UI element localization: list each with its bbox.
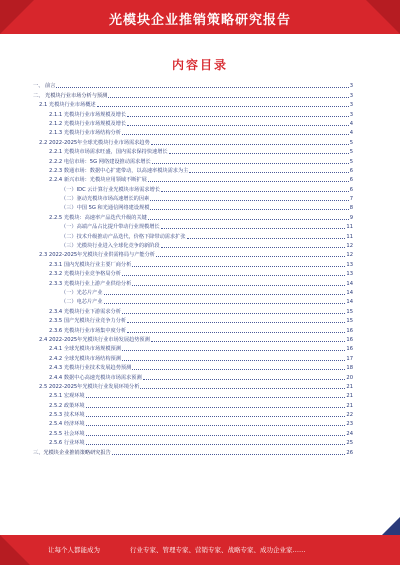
toc-leader-dots (156, 256, 345, 257)
toc-leader-dots (86, 425, 346, 426)
toc-entry-page: 14 (346, 289, 353, 296)
toc-entry[interactable] (33, 240, 353, 249)
toc-entry-title: 2.1.3 光模块行业市场结构分析 (49, 130, 121, 137)
toc-entry-page: 26 (346, 449, 353, 456)
toc-leader-dots (127, 322, 345, 323)
toc-leader-dots (104, 303, 346, 304)
toc-entry-title: （二）技术升级推动产品迭代，价格下降带动需求扩张 (61, 233, 186, 240)
toc-entry-page: 21 (346, 383, 353, 390)
toc-entry-title: 2.2.5 光模块：高速率产品迭代升级的关键 (49, 214, 147, 221)
toc-leader-dots (122, 275, 345, 276)
toc-entry[interactable] (33, 390, 353, 399)
toc-entry-page: 17 (346, 355, 353, 362)
toc-entry[interactable] (33, 183, 353, 192)
toc-entry-page: 18 (346, 365, 353, 372)
toc-entry-title: （一）IDC 云计算行业光模块市场需求增长 (61, 186, 160, 193)
toc-leader-dots (86, 435, 346, 436)
toc-entry-title: 2.4.2 全球光模块市场结构预测 (49, 355, 121, 362)
toc-entry-page: 15 (346, 318, 353, 325)
toc-entry-title: 2.3.3 光模块行业上游产业供给分析 (49, 280, 132, 287)
toc-entry[interactable] (33, 399, 353, 408)
toc-entry-page: 25 (346, 440, 353, 447)
toc-entry-title: 2.5.4 经济环境 (49, 421, 85, 428)
footer-bar (0, 535, 400, 565)
toc-entry-title: 2.3.5 国产光模块行业竞争力分析 (49, 318, 127, 325)
toc-leader-dots (169, 153, 349, 154)
toc-leader-dots (97, 106, 349, 107)
toc-entry-page: 5 (349, 139, 353, 146)
toc-entry-title: （二）驱动光模块市场高速增长的因素 (61, 196, 150, 203)
toc-entry-title: （三）光模块行业进入全球化竞争的新阶段 (61, 243, 160, 250)
toc-entry-page: 3 (349, 111, 353, 118)
toc-leader-dots (152, 163, 349, 164)
page-corner-decoration (382, 517, 400, 535)
toc-entry-page: 16 (346, 336, 353, 343)
toc-leader-dots (132, 266, 345, 267)
toc-entry-title: 2.3.6 光模块行业市场集中度分析 (49, 327, 127, 334)
header-bar (0, 0, 400, 34)
toc-entry[interactable] (33, 155, 353, 164)
toc-leader-dots (122, 350, 345, 351)
toc-leader-dots (86, 416, 346, 417)
toc-entry-title: 2.1.1 光模块行业市场规模及增长 (49, 111, 127, 118)
toc-entry[interactable] (33, 127, 353, 136)
toc-entry-page: 6 (349, 167, 353, 174)
toc-leader-dots (132, 369, 345, 370)
toc-entry[interactable] (33, 258, 353, 267)
toc-entry-page: 16 (346, 346, 353, 353)
toc-entry-title: 一、 前言 (33, 83, 56, 90)
toc-entry-page: 5 (349, 149, 353, 156)
toc-entry-title: 2.5.1 宏观环境 (49, 393, 85, 400)
toc-leader-dots (148, 219, 349, 220)
toc-entry[interactable] (33, 352, 353, 361)
toc-leader-dots (86, 444, 346, 445)
toc-entry-page: 16 (346, 327, 353, 334)
toc-entry-page: 3 (349, 83, 353, 90)
toc-entry-title: 2.2.2 电信市场：5G 网络建设推动需求增长 (49, 158, 151, 165)
toc-entry-title: 2.5.3 技术环境 (49, 412, 85, 419)
toc-leader-dots (86, 397, 346, 398)
toc-leader-dots (127, 125, 349, 126)
toc-leader-dots (151, 144, 349, 145)
footer-wedge (0, 535, 30, 565)
toc-heading: 内容目录 (171, 58, 228, 72)
toc-leader-dots (132, 285, 345, 286)
toc-entry-page: 20 (346, 374, 353, 381)
toc-entry-page: 7 (349, 196, 353, 203)
toc-entry[interactable] (33, 193, 353, 202)
toc-entry[interactable] (33, 118, 353, 127)
toc-entry-page: 12 (346, 252, 353, 259)
toc-entry-page: 21 (346, 393, 353, 400)
toc-entry-title: 2.5.5 社会环境 (49, 430, 85, 437)
toc-entry-page: 11 (346, 224, 353, 231)
toc-leader-dots (140, 388, 345, 389)
toc-entry-page: 3 (349, 92, 353, 99)
toc-entry-title: 2.1 光模块行业市场概述 (39, 102, 96, 109)
toc-entry-page: 24 (346, 430, 353, 437)
toc-entry[interactable] (33, 89, 353, 98)
toc-entry[interactable] (33, 136, 353, 145)
toc-leader-dots (56, 87, 348, 88)
toc-entry-title: （二）电芯片产业 (61, 299, 103, 306)
toc-leader-dots (161, 228, 346, 229)
toc-entry[interactable] (33, 211, 353, 220)
toc-entry[interactable] (33, 305, 353, 314)
toc-entry[interactable] (33, 418, 353, 427)
toc-entry-page: 13 (346, 271, 353, 278)
toc-entry[interactable] (33, 334, 353, 343)
toc-leader-dots (104, 294, 346, 295)
toc-entry-page: 14 (346, 299, 353, 306)
toc-entry-page: 21 (346, 402, 353, 409)
toc-leader-dots (122, 360, 345, 361)
toc-entry[interactable] (33, 165, 353, 174)
toc-entry-title: 2.5.6 行业环境 (49, 440, 85, 447)
toc-entry-title: 2.4.3 光模块行业技术发展趋势预测 (49, 365, 132, 372)
toc-leader-dots (112, 454, 346, 455)
toc-entry-page: 22 (346, 412, 353, 419)
toc-entry[interactable] (33, 296, 353, 305)
toc-entry-page: 8 (349, 205, 353, 212)
toc-leader-dots (86, 407, 346, 408)
footer-slogan-right: 行业专家、管理专家、营销专家、战略专家、成功企业家…… (130, 546, 306, 554)
toc-entry-title: （一）高端产品占比提升带动行业规模增长 (61, 224, 160, 231)
toc-leader-dots (161, 191, 349, 192)
toc-entry-page: 5 (349, 158, 353, 165)
toc-entry[interactable] (33, 277, 353, 286)
toc-entry-page: 4 (349, 130, 353, 137)
toc-entry[interactable] (33, 343, 353, 352)
toc-entry[interactable] (33, 202, 353, 211)
toc-entry-page: 3 (349, 102, 353, 109)
toc-entry[interactable] (33, 287, 353, 296)
toc-leader-dots (189, 172, 348, 173)
toc-leader-dots (161, 247, 346, 248)
toc-entry-title: 2.4.4 数据中心高速光模块市场需求预测 (49, 374, 142, 381)
toc-entry-title: 2.5.2 政策环境 (49, 402, 85, 409)
toc-entry-title: 2.3.1 国内光模块行业主要厂商分析 (49, 261, 132, 268)
toc-entry[interactable] (33, 249, 353, 258)
toc-leader-dots (151, 341, 346, 342)
toc-entry-page: 6 (349, 186, 353, 193)
toc-leader-dots (122, 313, 345, 314)
toc-entry-page: 14 (346, 280, 353, 287)
toc-entry-title: 2.1.2 光模块行业市场规模及增长 (49, 120, 127, 127)
toc-entry[interactable] (33, 381, 353, 390)
toc-entry-title: 2.2.4 新兴市场：光模块应用领域不断扩展 (49, 177, 147, 184)
toc-leader-dots (108, 97, 348, 98)
toc-entry-page: 11 (346, 233, 353, 240)
toc-entry-page: 15 (346, 308, 353, 315)
toc-entry-title: 2.2.1 光模块市场需求旺盛，国内需求保持快速增长 (49, 149, 168, 156)
toc-entry[interactable] (33, 437, 353, 446)
toc-entry-title: 2.2.3 数通市场：数据中心扩建带动，以高速率模块需求为主 (49, 167, 189, 174)
toc-leader-dots (122, 134, 349, 135)
toc-entry-page: 12 (346, 243, 353, 250)
toc-leader-dots (143, 379, 346, 380)
toc-entry-page: 4 (349, 120, 353, 127)
toc-entry[interactable] (33, 315, 353, 324)
toc-entry[interactable] (33, 108, 353, 117)
toc-entry[interactable] (33, 146, 353, 155)
toc-leader-dots (148, 181, 349, 182)
toc-entry-title: 2.3.2 光模块行业竞争格局分析 (49, 271, 121, 278)
toc-leader-dots (150, 209, 348, 210)
footer-slogan-left: 让每个人都能成为 (48, 546, 100, 554)
toc-leader-dots (150, 200, 348, 201)
table-of-contents (33, 80, 353, 525)
toc-entry-title: 二、 光模块行业市场分析与预测 (33, 92, 108, 99)
toc-leader-dots (187, 238, 346, 239)
toc-entry-title: （三）中国 5G 和光通信网络建设规模 (61, 205, 150, 212)
toc-leader-dots (127, 332, 345, 333)
toc-entry[interactable] (33, 362, 353, 371)
toc-entry-title: 2.4.1 全球光模块市场规模预测 (49, 346, 121, 353)
toc-entry[interactable] (33, 268, 353, 277)
toc-entry-title: 2.3.4 光模块行业下游需求分析 (49, 308, 121, 315)
toc-entry-title: 2.3 2022-2025年光模块行业供需格局与产能分析 (39, 252, 155, 259)
document-title: 光模块企业推销策略研究报告 (108, 13, 291, 28)
toc-entry[interactable] (33, 80, 353, 89)
toc-entry[interactable] (33, 427, 353, 436)
toc-entry[interactable] (33, 324, 353, 333)
toc-entry-page: 23 (346, 421, 353, 428)
toc-entry[interactable] (33, 221, 353, 230)
toc-entry-title: 三、光模块企业推销策略研究报告 (33, 449, 111, 456)
toc-entry-page: 9 (349, 214, 353, 221)
toc-entry-title: 2.2 2022-2025年全球光模块行业市场需求趋势 (39, 139, 150, 146)
toc-entry-title: （一）光芯片产业 (61, 289, 103, 296)
toc-entry-title: 2.4 2022-2025年光模块行业市场发展趋势预测 (39, 336, 150, 343)
toc-entry-title: 2.5 2022-2025年光模块行业发展环境分析 (39, 383, 140, 390)
toc-entry[interactable] (33, 371, 353, 380)
toc-entry[interactable] (33, 230, 353, 239)
toc-entry-page: 13 (346, 261, 353, 268)
toc-entry[interactable] (33, 446, 353, 455)
toc-entry[interactable] (33, 174, 353, 183)
toc-entry[interactable] (33, 409, 353, 418)
toc-entry[interactable] (33, 99, 353, 108)
toc-entry-page: 6 (349, 177, 353, 184)
toc-leader-dots (127, 116, 349, 117)
